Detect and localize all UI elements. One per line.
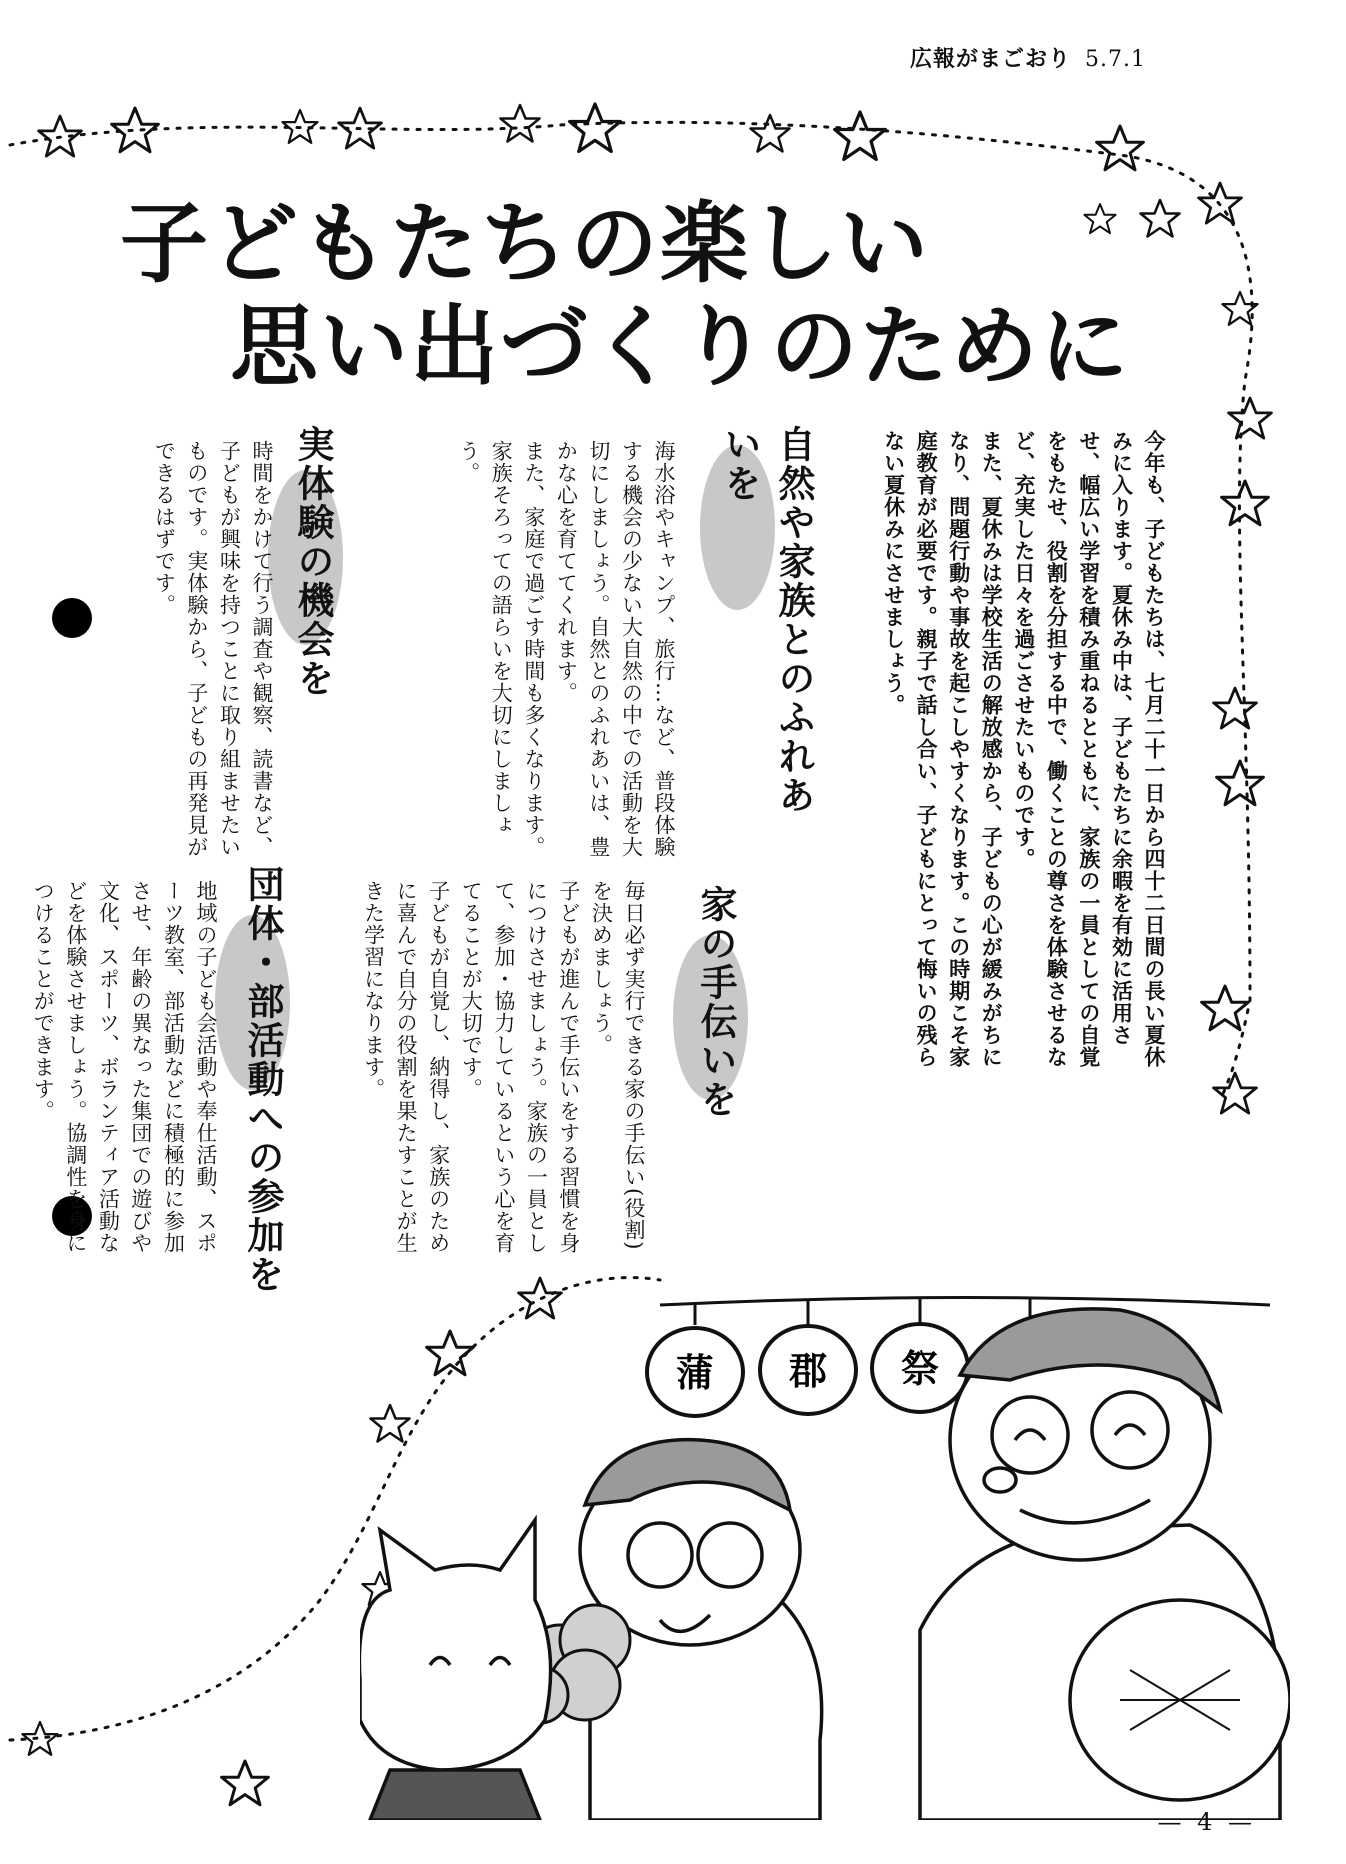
lantern-1-char: 蒲 xyxy=(675,1351,715,1395)
experience-para1: 時間をかけて行う調査や観察、読書など、子どもが興味を持つことに取り組ませたいものです。実体験から、子どもの再発見ができるはずです。 xyxy=(152,440,274,858)
section-body-nature xyxy=(380,440,680,860)
lantern-2 xyxy=(760,1300,856,1414)
section-heading-clubs: 団体・部活動への参加を xyxy=(241,865,284,1294)
man-figure xyxy=(920,1309,1290,1820)
clubs-continuation-area xyxy=(130,1290,310,1650)
section-heading-nature: 自然や家族とのふれあいを xyxy=(718,425,815,815)
section-heading-housework: 家の手伝いを xyxy=(694,885,737,1119)
intro-para2: また、夏休みは学校生活の解放感から、子どもの心が緩みがちになり、問題行動や事故を起こしやすくなります。この時期こそ家庭教育が必要です。親子で話し合い、子どもにとって悔いの残らない夏休みにさせましょう。 xyxy=(881,430,1004,1068)
section-body-clubs xyxy=(31,880,222,1270)
section-body-experience xyxy=(118,440,278,860)
section-heading-experience: 実体験の機会を xyxy=(291,425,334,698)
clubs-para1: 地域の子ども会活動や奉仕活動、スポーツ教室、部活動などに積極的に参加させ、年齢の異なった集団での遊びや文化、スポーツ、ボランティア活動などを体験させましょう。協調性を身につけることができます。 xyxy=(31,880,218,1254)
intro-para1: 今年も、子どもたちは、七月二十一日から四十二日間の長い夏休みに入ります。夏休み中は、子どもたちに余暇を有効に活用させ、幅広い学習を積み重ねるとともに、家族の一員としての自覚をもたせ、役割を分担する中で、働くことの尊さを体験させるなど、充実した日々を過ごさせたいものです。 xyxy=(1011,430,1166,1068)
housework-para2: 子どもが進んで手伝いをする習慣を身につけさせましょう。家族の一員として、参加・協力しているという心を育てることが大切です。 xyxy=(459,880,581,1254)
issue-date: 5.7.1 xyxy=(1085,47,1146,72)
section-body-housework xyxy=(330,880,650,1260)
lantern-2-char: 郡 xyxy=(788,1349,828,1393)
lantern-1 xyxy=(647,1302,743,1416)
cat-figure xyxy=(360,1520,551,1820)
intro-text xyxy=(790,430,1170,1070)
lantern-3 xyxy=(872,1298,968,1412)
page-title-line2: 思い出づくりのために xyxy=(230,295,1131,398)
binder-hole-top xyxy=(52,598,92,638)
stars-right xyxy=(1202,292,1272,1113)
festival-illustration xyxy=(360,1270,1290,1820)
housework-para3: 子どもが自覚し、納得し、家族のために喜んで自分の役割を果たすことが生きた学習になります。 xyxy=(361,880,451,1254)
page-number: — 4 — xyxy=(1157,1808,1256,1836)
nature-para2: また、家庭で過ごす時間も多くなります。家族そろっての語らいを大切にしましょう。 xyxy=(456,440,546,858)
nature-para1: 海水浴やキャンプ、旅行…など、普段体験する機会の少ない大自然の中での活動を大切にしましょう。自然とのふれあいは、豊かな心を育ててくれます。 xyxy=(554,440,676,858)
publication-name: 広報がまごおり xyxy=(910,47,1072,72)
page-title-line1: 子どもたちの楽しい xyxy=(120,192,931,295)
page-header xyxy=(910,42,1146,73)
lantern-3-char: 祭 xyxy=(900,1347,940,1391)
housework-para1: 毎日必ず実行できる家の手伝い(役割)を決めましょう。 xyxy=(589,880,646,1251)
